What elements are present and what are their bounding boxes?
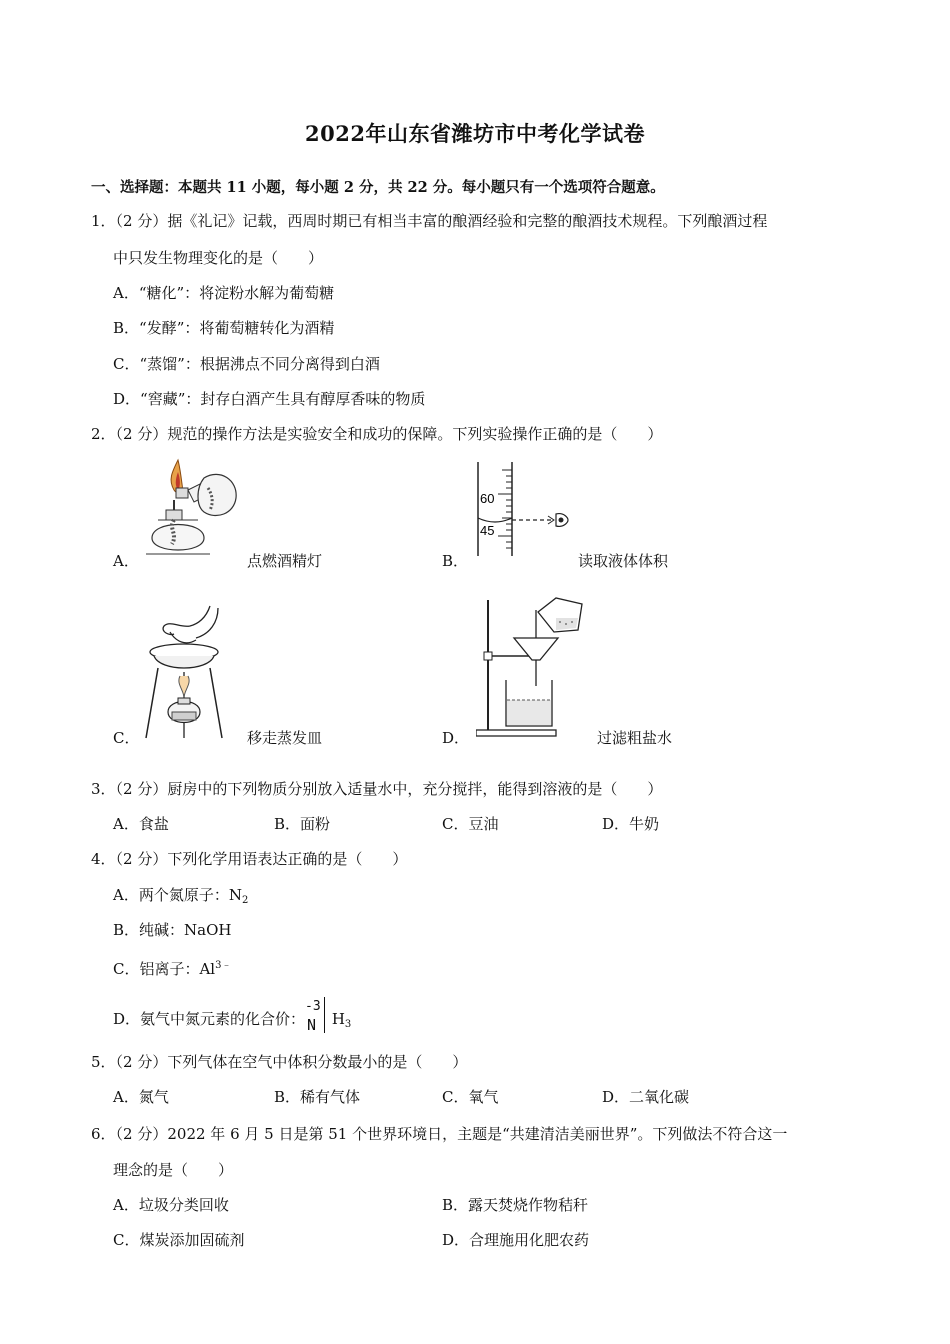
valence-symbol: N: [307, 1016, 317, 1034]
q4-option-c: [113, 956, 231, 979]
q2-option-b-caption: 读取液体体积: [578, 552, 669, 570]
q2-option-d-caption: 过滤粗盐水: [597, 729, 673, 747]
q1-option-b: B．“发酵”：将葡萄糖转化为酒精: [113, 319, 335, 337]
q5-option-a: A．氮气: [113, 1088, 169, 1106]
q4-option-b: B．纯碱：NaOH: [113, 921, 232, 939]
cylinder-label-60: 60: [480, 491, 495, 506]
q4-option-d-text: D．氨气中氮元素的化合价：: [113, 1010, 306, 1028]
cylinder-label-45: 45: [480, 523, 495, 538]
valence-bar: [324, 997, 326, 1033]
q4-option-d-subscript: 3: [344, 1019, 352, 1030]
q3-option-d: D．牛奶: [602, 815, 660, 833]
valence-notation: [305, 999, 327, 1035]
q1-option-d: D．“窖藏”：封存白酒产生具有醇厚香味的物质: [113, 390, 426, 408]
evaporating-dish-figure: [140, 602, 240, 744]
q4-option-a-subscript: 2: [241, 895, 249, 906]
valence-number: -3: [305, 999, 321, 1014]
section-heading: 一、选择题：本题共 11 小题，每小题 2 分，共 22 分。每小题只有一个选项符合题意。: [91, 179, 665, 196]
q2-option-a-letter: A．: [113, 552, 139, 570]
q4-option-d-after: H: [331, 1010, 345, 1028]
q5-option-d: D．二氧化碳: [602, 1088, 690, 1106]
q1-stem-line1: 1．（2 分）据《礼记》记载，西周时期已有相当丰富的酿酒经验和完整的酿酒技术规程。下列酿酒过程: [91, 212, 768, 230]
q4-option-c-text: C．铝离子：Al: [113, 960, 216, 978]
q2-option-c-caption: 移走蒸发皿: [247, 729, 323, 747]
q5-option-b: B．稀有气体: [274, 1088, 361, 1106]
q3-option-c: C．豆油: [442, 815, 499, 833]
q2-option-d-letter: D．: [442, 729, 470, 747]
q4-option-a: [113, 885, 248, 911]
q6-option-d: D．合理施用化肥农药: [442, 1231, 590, 1249]
q5-option-c: C．氧气: [442, 1088, 499, 1106]
q2-stem: 2．（2 分）规范的操作方法是实验安全和成功的保障。下列实验操作正确的是（ ）: [91, 425, 663, 443]
q6-stem-line1: 6．（2 分）2022 年 6 月 5 日是第 51 个世界环境日，主题是“共建清洁美丽世界”。下列做法不符合这一: [91, 1125, 788, 1143]
q2-option-a-caption: 点燃酒精灯: [247, 552, 323, 570]
q6-option-b: B．露天焚烧作物秸秆: [442, 1196, 589, 1214]
q1-stem-line2: 中只发生物理变化的是（ ）: [113, 249, 324, 267]
q6-option-a: A．垃圾分类回收: [113, 1196, 229, 1214]
page-title: 2022年山东省潍坊市中考化学试卷: [305, 121, 645, 146]
q3-stem: 3．（2 分）厨房中的下列物质分别放入适量水中，充分搅拌，能得到溶液的是（ ）: [91, 780, 663, 798]
alcohol-lamp-figure: [138, 458, 243, 568]
q3-option-b: B．面粉: [274, 815, 331, 833]
q2-option-c-letter: C．: [113, 729, 140, 747]
q3-option-a: A．食盐: [113, 815, 169, 833]
filtration-figure: [476, 590, 596, 740]
q6-option-c: C．煤炭添加固硫剂: [113, 1231, 245, 1249]
q4-stem: 4．（2 分）下列化学用语表达正确的是（ ）: [91, 850, 408, 868]
q1-option-a: A．“糖化”：将淀粉水解为葡萄糖: [113, 284, 335, 302]
q4-option-a-text: A．两个氮原子：N: [113, 886, 242, 904]
q5-stem: 5．（2 分）下列气体在空气中体积分数最小的是（ ）: [91, 1053, 468, 1071]
q6-stem-line2: 理念的是（ ）: [113, 1161, 234, 1179]
q4-option-c-superscript: 3﹣: [215, 960, 232, 971]
q4-option-d: [113, 999, 352, 1035]
q2-option-b-letter: B．: [442, 552, 469, 570]
q1-option-c: C．“蒸馏”：根据沸点不同分离得到白酒: [113, 355, 380, 373]
graduated-cylinder-figure: [468, 460, 578, 560]
